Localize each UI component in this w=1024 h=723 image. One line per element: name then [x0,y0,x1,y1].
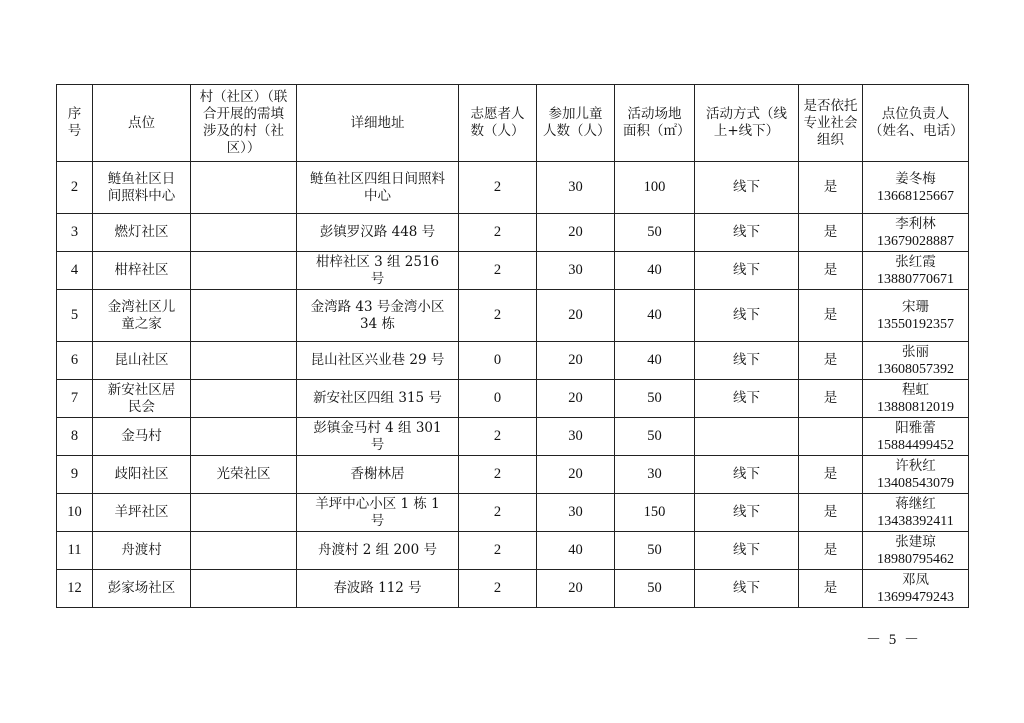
cell-address: 金湾路 43 号金湾小区 34 栋 [297,290,459,342]
cell-children: 20 [537,290,615,342]
header-children: 参加儿童人数（人） [537,85,615,162]
cell-mode: 线下 [695,494,799,532]
cell-area: 40 [615,252,695,290]
cell-site: 鲢鱼社区日间照料中心 [93,162,191,214]
table-header-row [57,85,969,162]
cell-volunteers: 2 [459,418,537,456]
cell-area: 40 [615,290,695,342]
cell-volunteers: 2 [459,570,537,608]
cell-village [191,290,297,342]
cell-village [191,342,297,380]
table-row [57,380,969,418]
cell-leader [863,418,969,456]
cell-area: 50 [615,380,695,418]
cell-volunteers: 2 [459,162,537,214]
cell-village [191,418,297,456]
table-row [57,162,969,214]
cell-seq: 11 [57,532,93,570]
cell-org: 是 [799,570,863,608]
cell-site: 柑梓社区 [93,252,191,290]
leader-name: 许秋红 [895,457,936,474]
cell-org [799,418,863,456]
cell-seq: 6 [57,342,93,380]
cell-site: 金马村 [93,418,191,456]
cell-volunteers: 2 [459,214,537,252]
leader-phone: 15884499452 [877,437,954,453]
cell-village [191,162,297,214]
cell-area: 50 [615,418,695,456]
leader-phone: 13880812019 [877,399,954,415]
cell-leader [863,162,969,214]
header-address: 详细地址 [297,85,459,162]
volunteer-site-table-container [56,84,968,608]
cell-children: 40 [537,532,615,570]
header-village: 村（社区）（联合开展的需填涉及的村（社区）） [191,85,297,162]
cell-leader [863,342,969,380]
cell-area: 40 [615,342,695,380]
cell-volunteers: 2 [459,290,537,342]
cell-village [191,532,297,570]
table-row [57,532,969,570]
leader-name: 李利林 [895,215,936,232]
leader-phone: 13550192357 [877,316,954,332]
volunteer-site-table [56,84,969,608]
cell-village [191,214,297,252]
cell-address: 春波路 112 号 [297,570,459,608]
leader-name: 蒋继红 [895,495,936,512]
header-site: 点位 [93,85,191,162]
cell-leader [863,252,969,290]
cell-volunteers: 0 [459,342,537,380]
table-row [57,290,969,342]
cell-children: 30 [537,418,615,456]
table-row [57,418,969,456]
header-volunteers: 志愿者人数（人） [459,85,537,162]
cell-org: 是 [799,380,863,418]
cell-children: 20 [537,570,615,608]
cell-children: 30 [537,494,615,532]
cell-village: 光荣社区 [191,456,297,494]
leader-name: 宋珊 [902,298,929,315]
cell-address: 彭镇罗汉路 448 号 [297,214,459,252]
cell-volunteers: 2 [459,456,537,494]
cell-mode: 线下 [695,380,799,418]
header-mode: 活动方式（线上+线下） [695,85,799,162]
cell-seq: 5 [57,290,93,342]
cell-leader [863,494,969,532]
table-row [57,456,969,494]
cell-address: 新安社区四组 315 号 [297,380,459,418]
cell-org: 是 [799,252,863,290]
cell-mode: 线下 [695,290,799,342]
cell-org: 是 [799,532,863,570]
table-row [57,252,969,290]
cell-seq: 2 [57,162,93,214]
cell-site: 歧阳社区 [93,456,191,494]
cell-mode: 线下 [695,214,799,252]
cell-seq: 10 [57,494,93,532]
cell-mode: 线下 [695,456,799,494]
table-row [57,494,969,532]
header-leader: 点位负责人（姓名、电话） [863,85,969,162]
cell-org: 是 [799,214,863,252]
cell-area: 50 [615,214,695,252]
cell-site: 燃灯社区 [93,214,191,252]
leader-phone: 13408543079 [877,475,954,491]
cell-mode: 线下 [695,252,799,290]
cell-village [191,380,297,418]
leader-phone: 13679028887 [877,233,954,249]
cell-children: 20 [537,214,615,252]
table-row [57,342,969,380]
cell-village [191,570,297,608]
leader-phone: 13438392411 [877,513,954,529]
cell-children: 20 [537,380,615,418]
cell-volunteers: 0 [459,380,537,418]
cell-site: 舟渡村 [93,532,191,570]
cell-address: 柑梓社区 3 组 2516 号 [297,252,459,290]
cell-volunteers: 2 [459,252,537,290]
leader-name: 张红霞 [895,253,936,270]
cell-mode: 线下 [695,162,799,214]
cell-area: 50 [615,570,695,608]
cell-area: 150 [615,494,695,532]
leader-name: 邓凤 [902,571,929,588]
cell-org: 是 [799,456,863,494]
leader-phone: 13880770671 [877,271,954,287]
cell-mode: 线下 [695,570,799,608]
cell-org: 是 [799,342,863,380]
cell-leader [863,290,969,342]
cell-village [191,252,297,290]
cell-volunteers: 2 [459,532,537,570]
cell-address: 彭镇金马村 4 组 301 号 [297,418,459,456]
cell-address: 香榭林居 [297,456,459,494]
cell-site: 金湾社区儿童之家 [93,290,191,342]
leader-name: 姜冬梅 [895,170,936,187]
cell-seq: 7 [57,380,93,418]
cell-org: 是 [799,494,863,532]
cell-children: 20 [537,342,615,380]
cell-address: 昆山社区兴业巷 29 号 [297,342,459,380]
cell-address: 舟渡村 2 组 200 号 [297,532,459,570]
cell-mode: 线下 [695,532,799,570]
cell-org: 是 [799,290,863,342]
cell-leader [863,456,969,494]
cell-area: 50 [615,532,695,570]
leader-name: 张丽 [902,343,929,360]
cell-site: 新安社区居民会 [93,380,191,418]
leader-name: 阳雅蕾 [895,419,936,436]
header-seq: 序号 [57,85,93,162]
leader-name: 张建琼 [895,533,936,550]
cell-seq: 12 [57,570,93,608]
cell-mode [695,418,799,456]
header-area: 活动场地面积（㎡） [615,85,695,162]
cell-volunteers: 2 [459,494,537,532]
cell-address: 羊坪中心小区 1 栋 1 号 [297,494,459,532]
cell-seq: 3 [57,214,93,252]
cell-leader [863,532,969,570]
cell-children: 20 [537,456,615,494]
leader-phone: 13608057392 [877,361,954,377]
cell-org: 是 [799,162,863,214]
cell-seq: 4 [57,252,93,290]
cell-mode: 线下 [695,342,799,380]
cell-address: 鲢鱼社区四组日间照料中心 [297,162,459,214]
cell-site: 昆山社区 [93,342,191,380]
table-body [57,162,969,608]
cell-site: 羊坪社区 [93,494,191,532]
cell-seq: 8 [57,418,93,456]
leader-name: 程虹 [902,381,929,398]
cell-area: 100 [615,162,695,214]
leader-phone: 18980795462 [877,551,954,567]
cell-seq: 9 [57,456,93,494]
cell-village [191,494,297,532]
cell-children: 30 [537,252,615,290]
cell-children: 30 [537,162,615,214]
page-number: － 5 － [866,632,922,648]
table-row [57,214,969,252]
cell-area: 30 [615,456,695,494]
table-row [57,570,969,608]
cell-leader [863,570,969,608]
leader-phone: 13699479243 [877,589,954,605]
cell-leader [863,214,969,252]
header-org: 是否依托专业社会组织 [799,85,863,162]
cell-leader [863,380,969,418]
cell-site: 彭家场社区 [93,570,191,608]
leader-phone: 13668125667 [877,188,954,204]
